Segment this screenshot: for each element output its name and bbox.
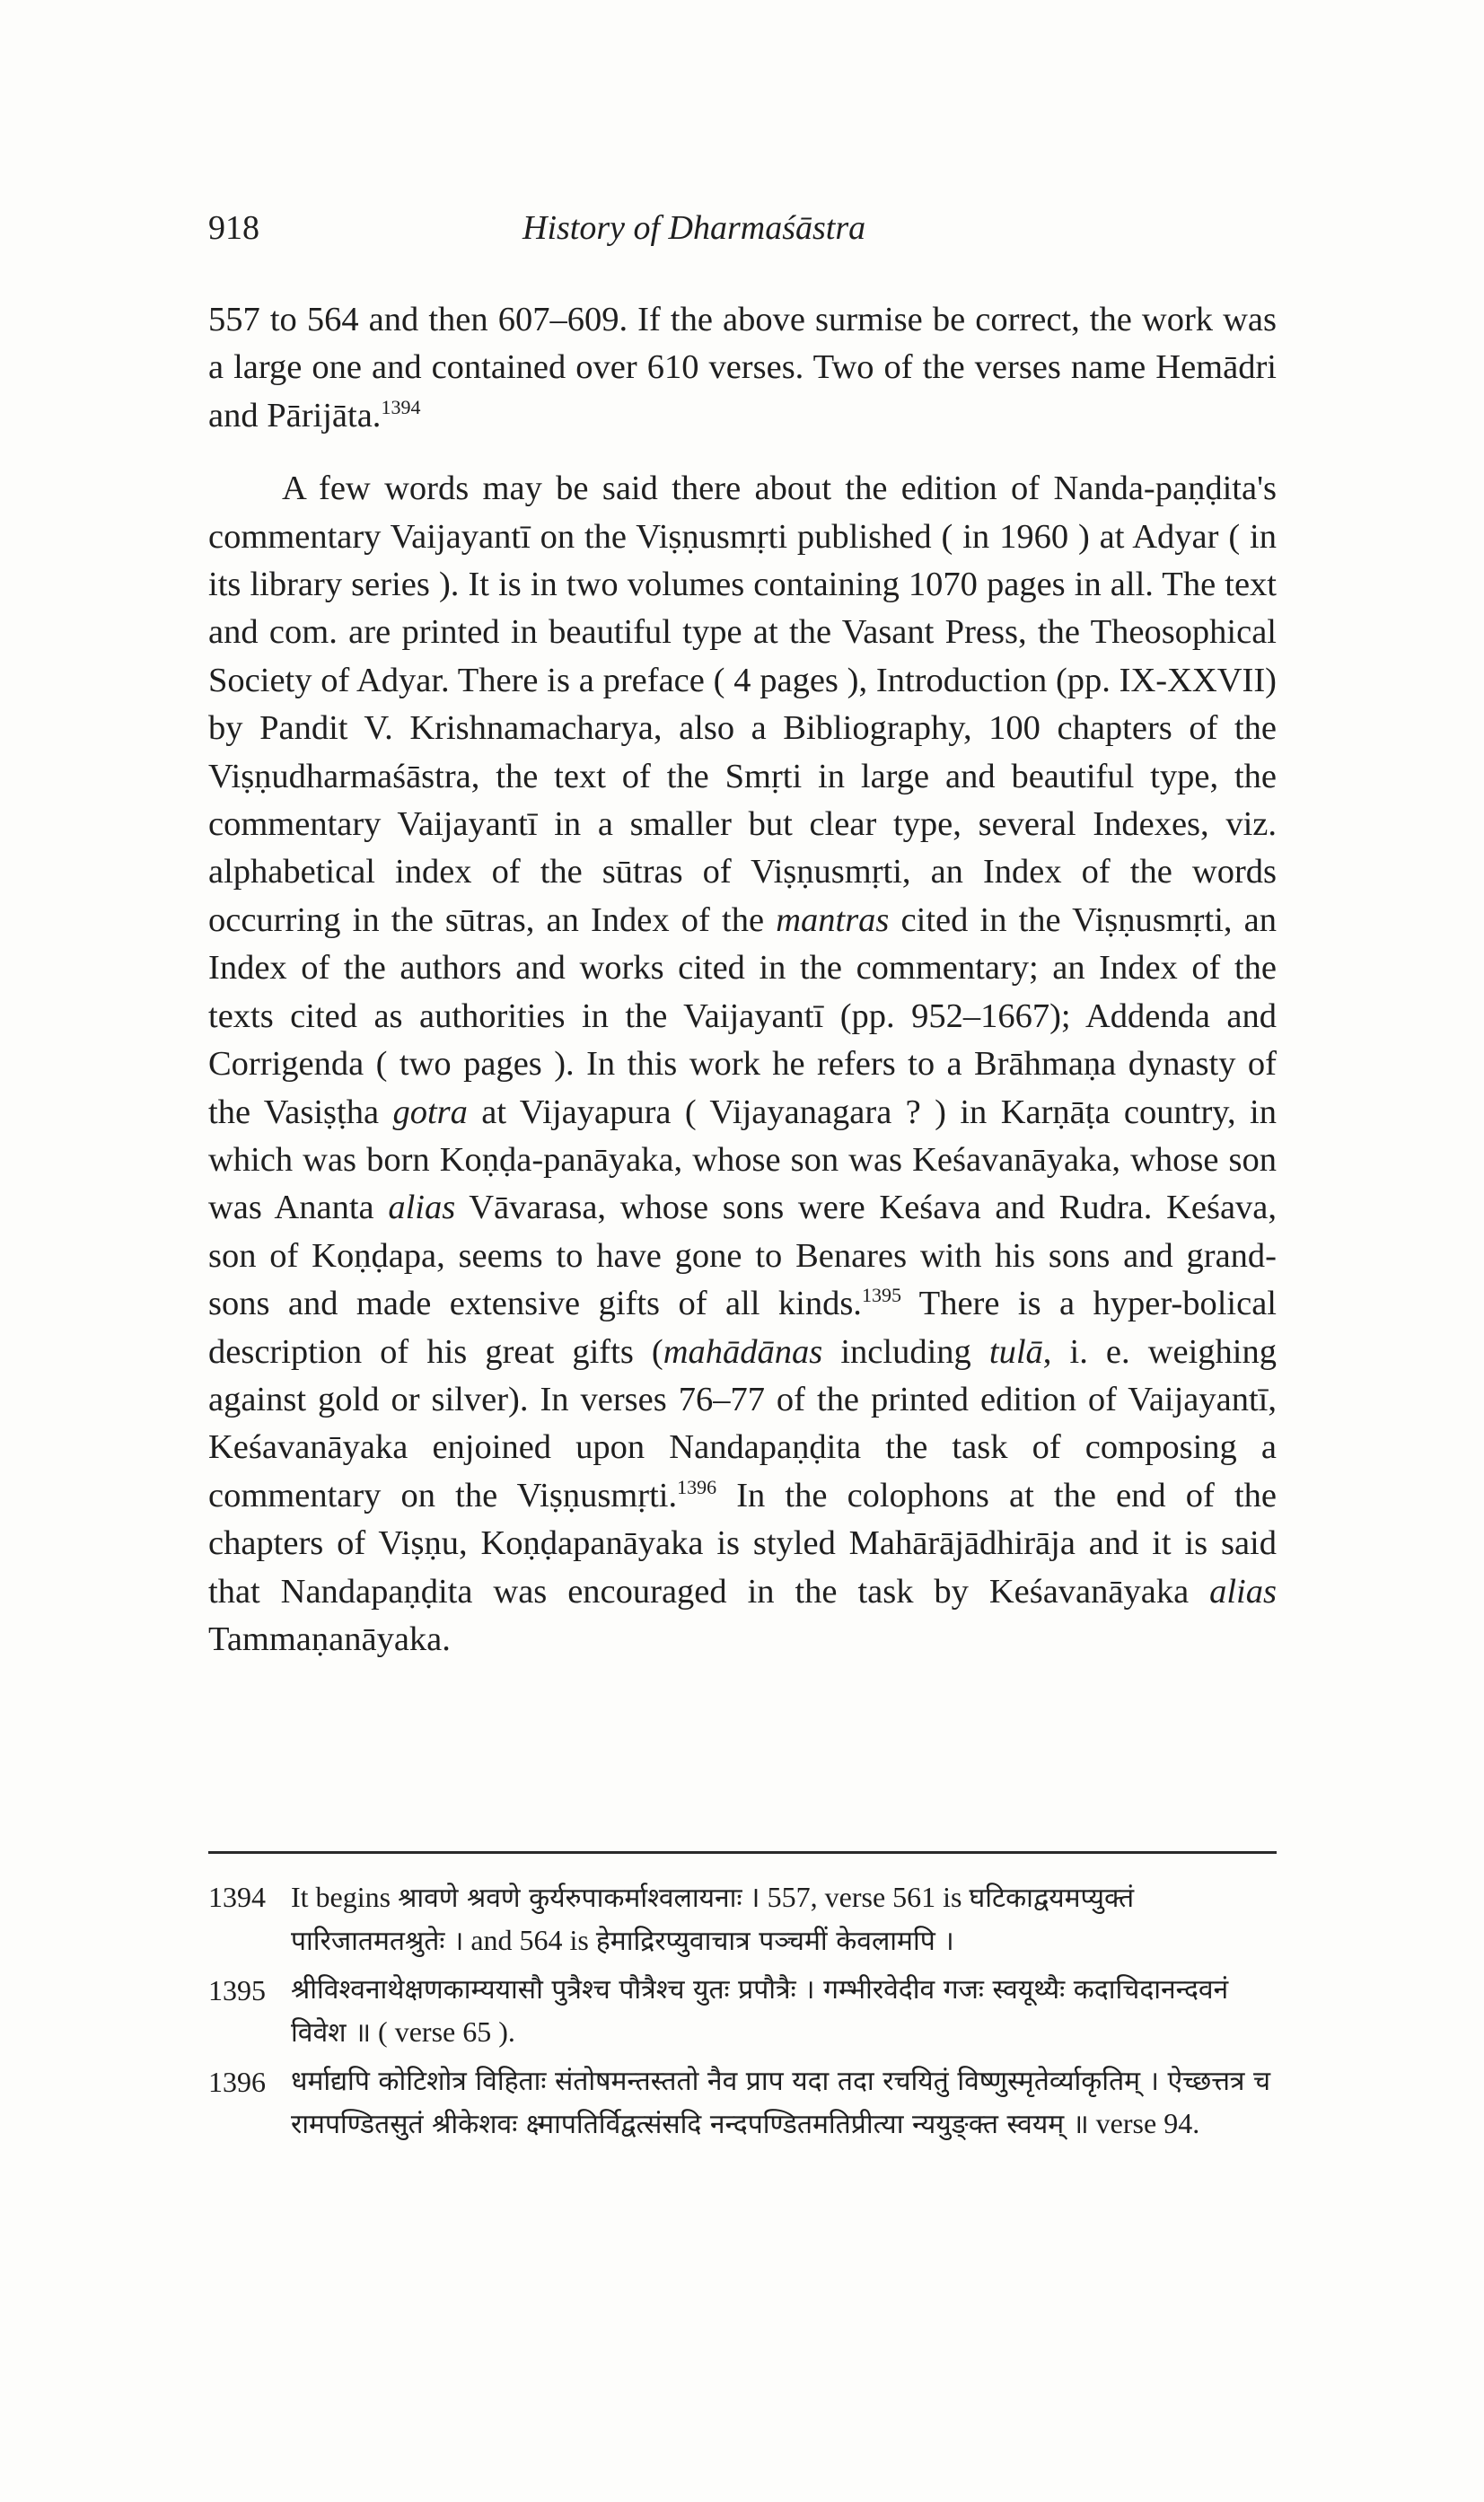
footnotes [208, 1876, 1277, 2153]
footnote-1394 [208, 1876, 1277, 1962]
footnote-text: श्रीविश्वनाथेक्षणकाम्ययासौ पुत्रैश्च पौत्रैश्च युतः प्रपौत्रैः । गम्भीरवेदीव गजः स्वयूथ्यैः कदाचिदानन्दवनं विवेश ॥ ( verse 65 ). [291, 1974, 1229, 2049]
footnote-text: धर्माद्यपि कोटिशोत्र विहिताः संतोषमन्तस्ततो नैव प्राप यदा तदा रचयितुं विष्णुस्मृतेर्व्याकृतिम् । ऐच्छत्तत्र च रामपण्डितसुतं श्रीकेशवः क्ष्मापतिर्विद्वत्संसदि नन्दपण्डितमतिप्रीत्या न्ययुङ्क्त स्वयम् ॥ verse 94. [291, 2066, 1271, 2140]
italic-alias: alias [388, 1189, 456, 1227]
page-header [208, 208, 1277, 262]
italic-mahadanas: mahādānas [663, 1332, 823, 1371]
footnote-ref-1396: 1396 [677, 1475, 717, 1498]
paragraph-2-text: Vāvarasa, whose sons were Keśava and Rudra. Keśava, son of Koṇḍapa, seems to have gone to Benares with his sons and grand-sons and made extensive gifts of all kinds. [208, 1189, 1277, 1323]
page-number: 918 [208, 209, 259, 247]
footnote-number: 1395 [208, 1974, 266, 2006]
italic-gotra: gotra [392, 1093, 468, 1131]
paragraph-2-text: at Vijayapura ( Vijayanagara ? ) in Karṇāṭa country, in which was born Koṇḍa-panāyaka, whose son was Keśavanāyaka, whose son was Ananta [208, 1093, 1277, 1227]
paragraph-2-text: including [822, 1332, 989, 1371]
footnote-ref-1394: 1394 [381, 395, 421, 418]
footnote-divider [208, 1851, 1277, 1854]
paragraph-2-text: In the colophons at the end of the chapters of Viṣṇu, Koṇḍapanāyaka is styled Mahārājādhirāja and it is said that Nandapaṇḍita was encouraged in the task by Keśavanāyaka [208, 1476, 1278, 1611]
footnote-number: 1394 [208, 1881, 266, 1913]
italic-mantras: mantras [776, 900, 890, 939]
paragraph-2-text: There is a hyper-bolical description of his great gifts ( [208, 1285, 1277, 1371]
paragraph-2-text: cited in the Viṣṇusmṛti, an Index of the authors and works cited in the commentary; an Index of the texts cited as authorities in the Vaijayantī (pp. 952–1667); Addenda and Corrigenda ( two pages ). In this work he refers to a Brāhmaṇa dynasty of the Vasiṣṭha [208, 900, 1277, 1131]
paragraph-2-text: A few words may be said there about the edition of Nanda-paṇḍita's commentary Vaijayantī on the Viṣṇusmṛti published ( in 1960 ) at Adyar ( in its library series ). It is in two volumes containing 1070 pages in all. The text and com. are printed in beautiful type at the Vasant Press, the Theosophical Society of Adyar. There is a preface ( 4 pages ), Introduction (pp. IX-XXVII) by Pandit V. Krishnamacharya, also a Bibliography, 100 chapters of the Viṣṇudharmaśāstra, the text of the Smṛti in large and beautiful type, the commentary Vaijayantī in a smaller but clear type, several Indexes, viz. alphabetical index of the sūtras of Viṣṇusmṛti, an Index of the words occurring in the sūtras, an Index of the [208, 470, 1277, 939]
italic-tula: tulā [988, 1332, 1043, 1371]
paragraph-2 [208, 465, 1277, 1664]
footnote-ref-1395: 1395 [861, 1284, 901, 1307]
paragraph-1 [208, 296, 1277, 440]
paragraph-1-text: 557 to 564 and then 607–609. If the above surmise be correct, the work was a large one and contained over 610 verses. Two of the verses name Hemādri and Pārijāta. [208, 301, 1277, 435]
footnote-1396 [208, 2061, 1277, 2146]
footnote-number: 1396 [208, 2066, 266, 2098]
italic-alias: alias [1209, 1572, 1277, 1611]
paragraph-2-text: , i. e. weighing against gold or silver). In verses 76–77 of the printed edition of Vaijayantī, Keśavanāyaka enjoined upon Nandapaṇḍita the task of composing a commentary on the Viṣṇusmṛti. [208, 1332, 1277, 1514]
footnote-1395 [208, 1970, 1277, 2054]
paragraph-2-text: Tammaṇanāyaka. [208, 1620, 451, 1658]
running-title: History of Dharmaśāstra [522, 209, 866, 247]
main-text [208, 296, 1277, 1664]
footnote-text: It begins श्रावणे श्रवणे कुर्यरुपाकर्माश्वलायनाः । 557, verse 561 is घटिकाद्वयमप्युक्तं पारिजातमतश्रुतेः । and 564 is हेमाद्रिरप्युवाचात्र पञ्चमीं केवलामपि । [291, 1881, 1135, 1957]
